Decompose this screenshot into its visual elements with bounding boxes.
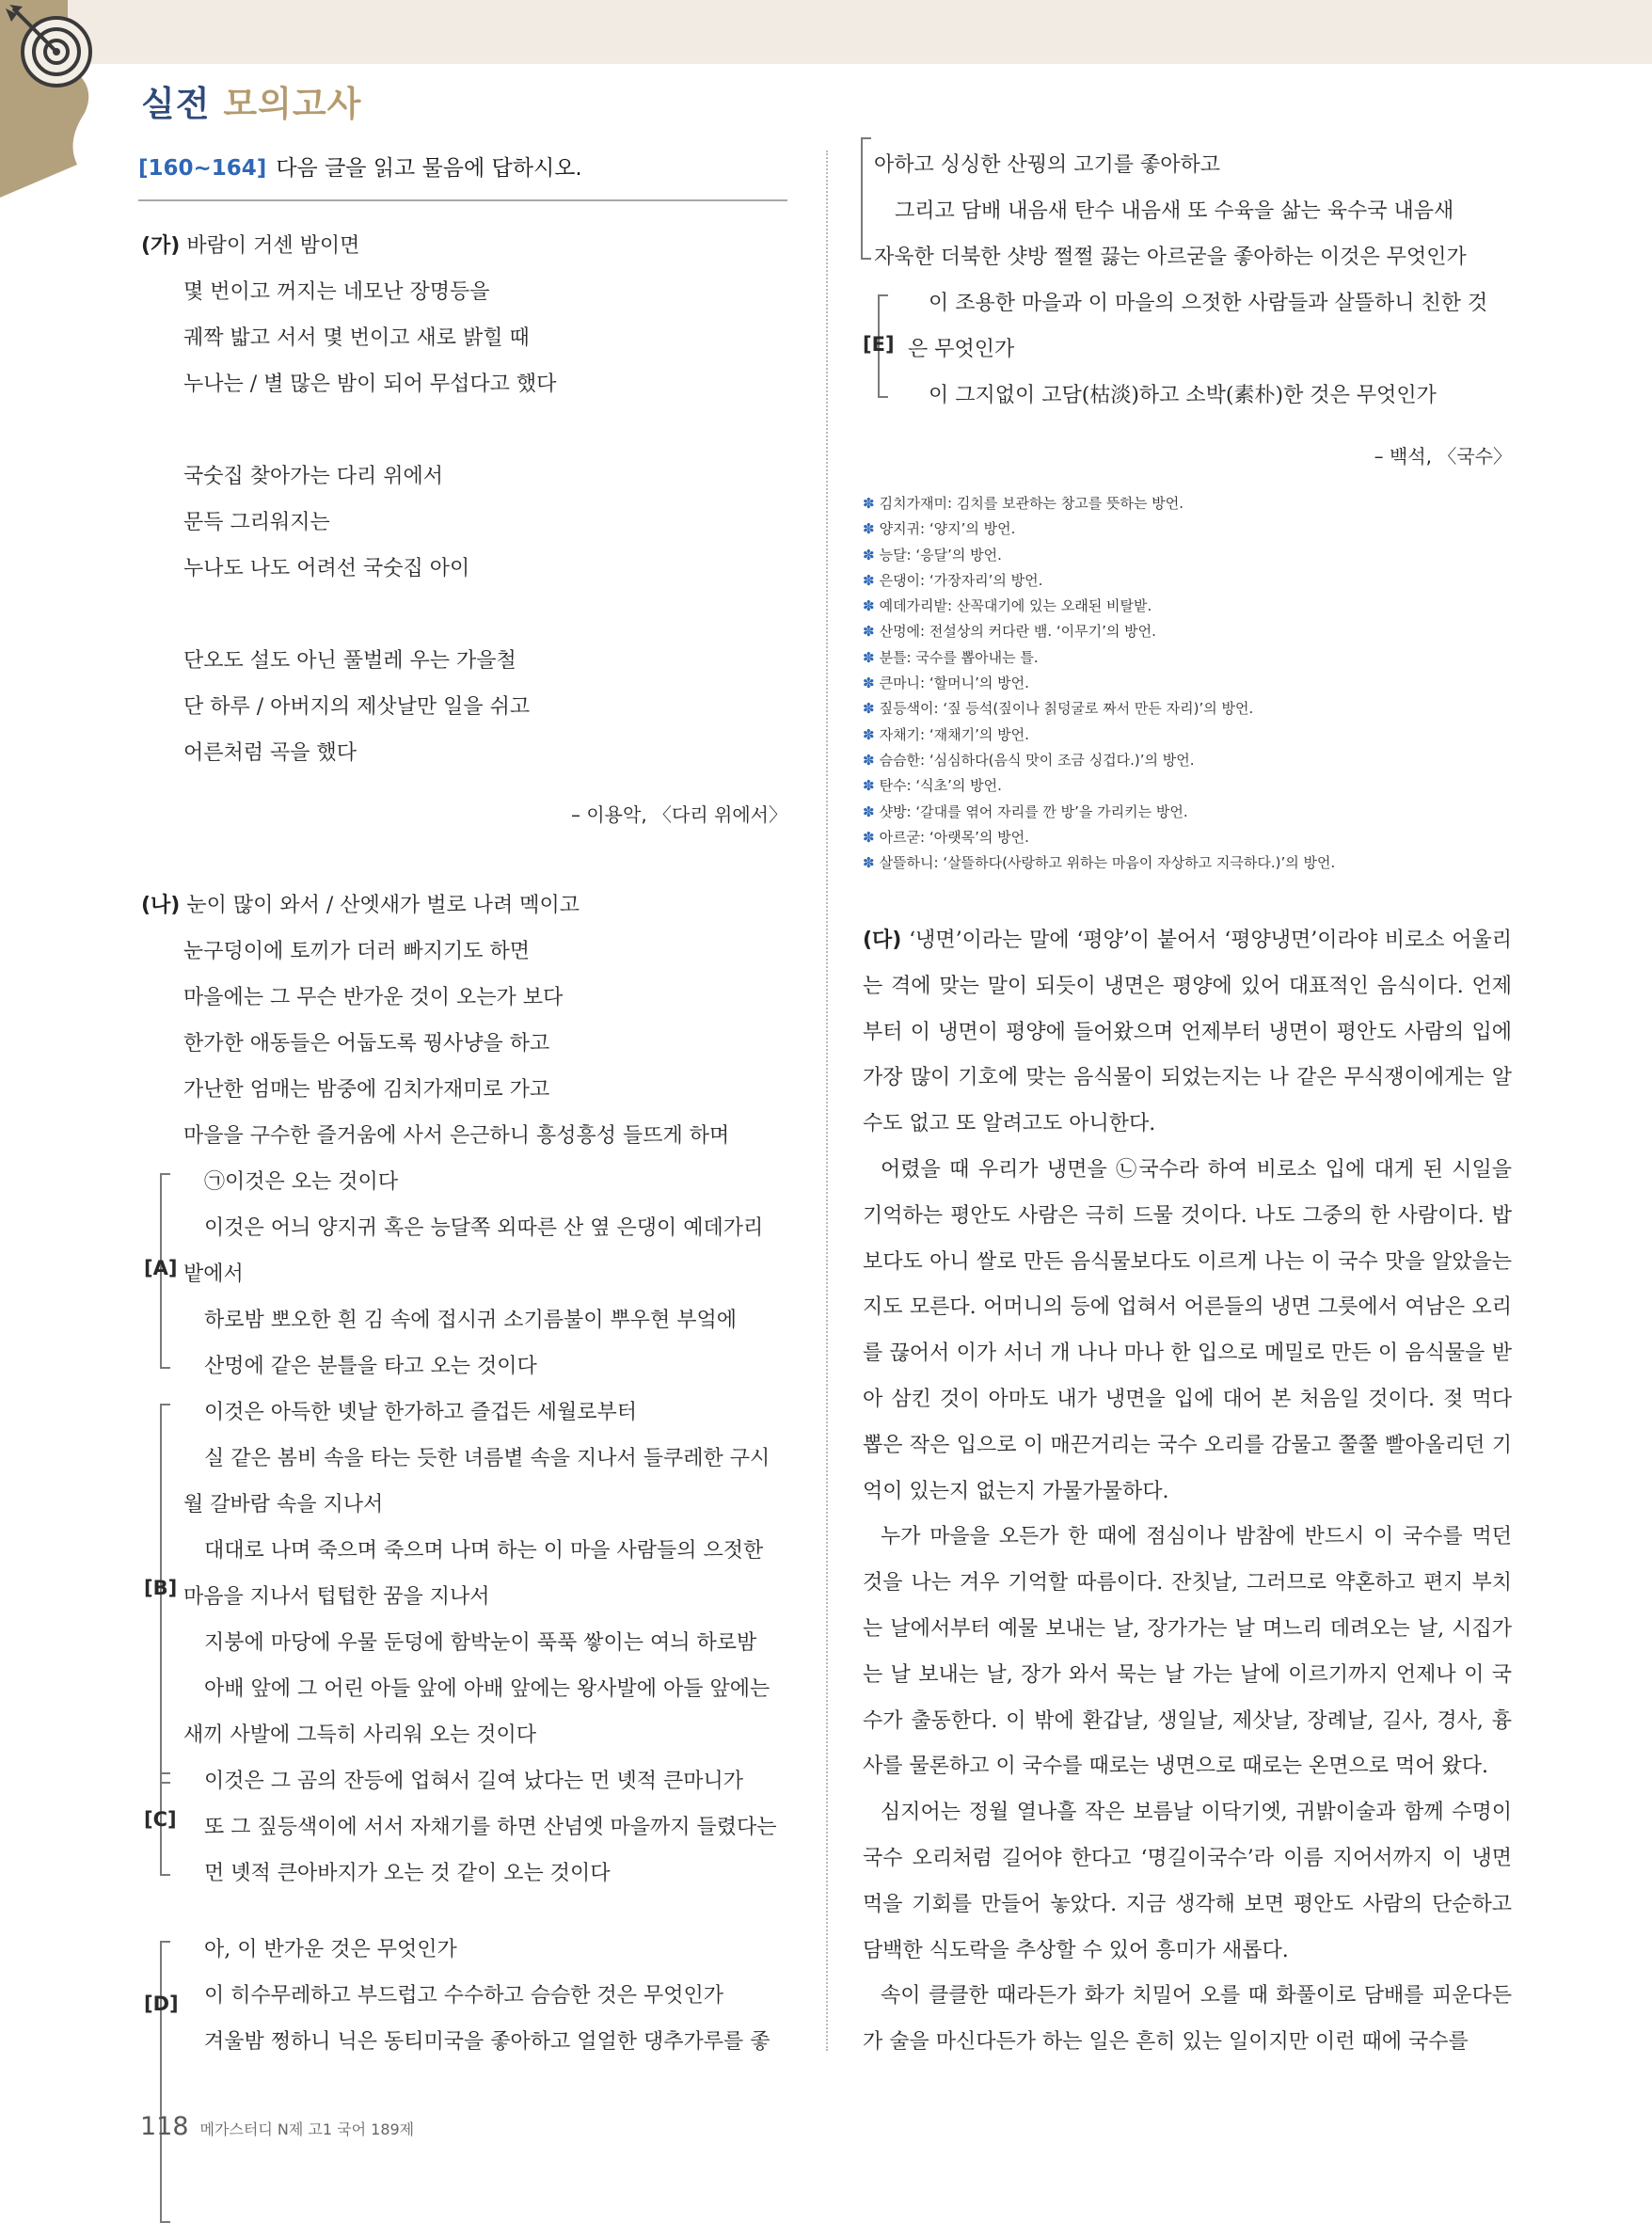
poem-line: 새끼 사발에 그득히 사리워 오는 것이다 — [183, 1723, 536, 1747]
poem-line: 월 갈바람 속을 지나서 — [183, 1493, 384, 1516]
poem-line: 대대로 나며 죽으며 죽으며 나며 하는 이 마을 사람들의 으젓한 — [204, 1539, 764, 1563]
glossary-item: ✽ 짚등색이: ‘짚 등석(짚이나 칡덩굴로 짜서 만든 자리)’의 방언. — [863, 700, 1254, 718]
poem-line: 이것은 그 곰의 잔등에 업혀서 길여 났다는 먼 녯적 큰마니가 — [204, 1770, 743, 1793]
glossary-item: ✽ 분틀: 국수를 뽑아내는 틀. — [863, 648, 1039, 666]
bracket-label-d: [D] — [144, 1993, 179, 2015]
poem-line: 단 하루 / 아버지의 제삿날만 일을 쉬고 — [183, 695, 531, 719]
question-header — [138, 151, 582, 182]
page-title — [141, 75, 361, 126]
poem-line: (가) 바람이 거센 밤이면 — [141, 234, 360, 258]
glossary-item: ✽ 슴슴한: ‘심심하다(음식 맛이 조금 싱겁다.)’의 방언. — [863, 751, 1195, 769]
header-rule — [138, 199, 787, 201]
poem-line: 이 그지없이 고담(枯淡)하고 소박(素朴)한 것은 무엇인가 — [929, 384, 1437, 407]
poem-line: 어른처럼 곡을 했다 — [183, 741, 357, 765]
poem-line: 또 그 짚등색이에 서서 자채기를 하면 산넘엣 마을까지 들렸다는 — [204, 1816, 777, 1839]
glossary — [863, 491, 1512, 876]
bracket-label-c: [C] — [144, 1808, 177, 1831]
poem-line: ㉠이것은 오는 것이다 — [204, 1170, 399, 1194]
poem-line: 먼 녯적 큰아바지가 오는 것 같이 오는 것이다 — [204, 1862, 611, 1885]
poem-line: 그리고 담배 내음새 탄수 내음새 또 수육을 삶는 육수국 내음새 — [895, 199, 1454, 223]
prose-paragraph: 누가 마을을 오든가 한 때에 점심이나 밤참에 반드시 이 국수를 먹던 것을 나는 겨우 기억할 따름이다. 잔칫날, 그러므로 약혼하고 편지 부치는 날에서부터 예물 보내는 날, 장가가는 날 며느리 데려오는 날, 시집가는 날 보내는 날, 장가 와서 묵는 날 가는 날에 이르기까지 언제나 이 국수가 출동한다. 이 밖에 환갑날, 생일날, 제삿날, 장례날, 길사, 경사, 흉사를 물론하고 이 국수를 때로는 냉면으로 때로는 온면으로 먹어 왔다. — [863, 1525, 1512, 1779]
target-icon — [0, 0, 132, 198]
glossary-item: ✽ 은댕이: ‘가장자리’의 방언. — [863, 571, 1043, 589]
passage-marker-ga: (가) — [141, 234, 181, 258]
passage-marker-na: (나) — [141, 894, 181, 917]
poem-line: 한가한 애동들은 어둡도록 꿩사냥을 하고 — [183, 1032, 550, 1056]
column-divider — [826, 151, 828, 2051]
poem-line: 마을을 구수한 즐거움에 사서 은근하니 흥성흥성 들뜨게 하며 — [183, 1124, 730, 1148]
page-title-part2: 모의고사 — [223, 84, 362, 124]
glossary-item: ✽ 자채기: ‘재채기’의 방언. — [863, 725, 1029, 743]
bracket-label-a: [A] — [144, 1257, 178, 1279]
poem-line: 국숫집 찾아가는 다리 위에서 — [183, 465, 444, 488]
glossary-item: ✽ 능달: ‘응달’의 방언. — [863, 546, 1002, 564]
glossary-item: ✽ 양지귀: ‘양지’의 방언. — [863, 520, 1016, 538]
poem-line: 궤짝 밟고 서서 몇 번이고 새로 밝힐 때 — [183, 326, 530, 350]
prose-paragraph: 속이 클클한 때라든가 화가 치밀어 오를 때 화풀이로 담배를 피운다든가 술을 마신다든가 하는 일은 흔히 있는 일이지만 이런 때에 국수를 — [863, 1984, 1512, 2055]
poem-line: 지붕에 마당에 우물 둔덩에 함박눈이 푹푹 쌓이는 여늬 하로밤 — [204, 1631, 757, 1655]
book-title: 메가스터디 N제 고1 국어 189제 — [199, 2120, 415, 2138]
poem-line: 이것은 어늬 양지귀 혹은 능달쪽 외따른 산 옆 은댕이 예데가리 — [204, 1216, 764, 1240]
poem-line: 마음을 지나서 텁텁한 꿈을 지나서 — [183, 1585, 490, 1609]
poem-line: 하로밤 뽀오한 흰 김 속에 접시귀 소기름불이 뿌우현 부엌에 — [204, 1309, 737, 1332]
poem-line: 아하고 싱싱한 산꿩의 고기를 좋아하고 — [874, 153, 1221, 177]
prose-passage-da — [863, 918, 1512, 2066]
question-number: [160~164] — [138, 156, 267, 181]
poem-line: 이것은 아득한 녯날 한가하고 즐겁든 세월로부터 — [204, 1401, 638, 1424]
poem-line: 은 무엇인가 — [908, 338, 1015, 361]
top-banner — [0, 0, 1652, 64]
poem-line: 이 조용한 마을과 이 마을의 으젓한 사람들과 살뜰하니 친한 것 — [929, 292, 1488, 315]
poem-line: 누나는 / 별 많은 밤이 되어 무섭다고 했다 — [183, 373, 557, 396]
poem-line: 단오도 설도 아닌 풀벌레 우는 가을철 — [183, 649, 516, 673]
poem-line: 이 히수무레하고 부드럽고 수수하고 슴슴한 것은 무엇인가 — [204, 1984, 724, 2008]
glossary-item: ✽ 김치가재미: 김치를 보관하는 창고를 뜻하는 방언. — [863, 495, 1184, 512]
poem-line: 눈구덩이에 토끼가 더러 빠지기도 하면 — [183, 940, 531, 963]
poem-line: (나) 눈이 많이 와서 / 산엣새가 벌로 나려 멕이고 — [141, 894, 580, 917]
source-citation-na: – 백석, 〈국수〉 — [1374, 445, 1512, 468]
poem-line: 누나도 나도 어려선 국숫집 아이 — [183, 557, 470, 580]
poem-line: 겨울밤 쩡하니 닉은 동티미국을 좋아하고 얼얼한 댕추가루를 좋 — [204, 2030, 770, 2054]
glossary-item: ✽ 살뜰하니: ‘살뜰하다(사랑하고 위하는 마음이 자상하고 지극하다.)’의 방언. — [863, 854, 1336, 872]
bracket-d — [160, 1941, 169, 2223]
poem-line: 자욱한 더북한 샷방 쩔쩔 끓는 아르굳을 좋아하는 이것은 무엇인가 — [874, 246, 1467, 269]
bracket-label-e: [E] — [863, 333, 895, 356]
passage-marker-da: (다) — [863, 929, 902, 952]
poem-line: 마을에는 그 무슨 반가운 것이 오는가 보다 — [183, 986, 564, 1009]
poem-line: 몇 번이고 꺼지는 네모난 장명등을 — [183, 280, 490, 304]
poem-line: 실 같은 봄비 속을 타는 듯한 녀름볕 속을 지나서 들쿠레한 구시 — [204, 1447, 770, 1470]
source-citation-ga: – 이용악, 〈다리 위에서〉 — [571, 803, 787, 826]
prose-paragraph: (다) ‘냉면’이라는 말에 ‘평양’이 붙어서 ‘평양냉면’이라야 비로소 어울리는 격에 맞는 말이 되듯이 냉면은 평양에 있어 대표적인 음식이다. 언제부터 이 냉면이 평양에 들어왔으며 언제부터 냉면이 평안도 사람의 입에 가장 많이 기호에 맞는 음식물이 되었는지는 나 같은 무식쟁이에게는 알 수도 없고 또 알려고도 아니한다. — [863, 929, 1512, 1136]
glossary-item: ✽ 탄수: ‘식초’의 방언. — [863, 777, 1002, 795]
bracket-label-b: [B] — [144, 1577, 178, 1599]
page-number: 118 — [140, 2112, 189, 2141]
glossary-item: ✽ 샷방: ‘갈대를 엮어 자리를 깐 방’을 가리키는 방언. — [863, 802, 1188, 820]
poem-line: 아배 앞에 그 어린 아들 앞에 아배 앞에는 왕사발에 아들 앞에는 — [204, 1677, 770, 1701]
page-title-part1: 실전 — [141, 84, 211, 124]
poem-line: 아, 이 반가운 것은 무엇인가 — [204, 1938, 457, 1961]
poem-line: 문득 그리워지는 — [183, 511, 330, 534]
poem-line: 산멍에 같은 분틀을 타고 오는 것이다 — [204, 1355, 537, 1378]
glossary-item: ✽ 아르굳: ‘아랫목’의 방언. — [863, 828, 1029, 846]
poem-line: 가난한 엄매는 밤중에 김치가재미로 가고 — [183, 1078, 550, 1102]
glossary-item: ✽ 큰마니: ‘할머니’의 방언. — [863, 675, 1029, 692]
glossary-item: ✽ 산멍에: 전설상의 커다란 뱀. ‘이무기’의 방언. — [863, 623, 1156, 641]
bracket-d-continued — [861, 137, 870, 260]
poem-line: 밭에서 — [183, 1262, 244, 1286]
page-footer — [140, 2112, 414, 2141]
question-instruction: 다음 글을 읽고 물음에 답하시오. — [276, 156, 582, 181]
prose-paragraph: 어렸을 때 우리가 냉면을 ㉡국수라 하여 비로소 입에 대게 된 시일을 기억하는 평안도 사람은 극히 드물 것이다. 나도 그중의 한 사람이다. 밥보다도 아니 쌀로 만든 음식물보다도 이르게 나는 이 국수 맛을 알았을는지도 모른다. 어머니의 등에 업혀서 어른들의 냉면 그릇에서 여남은 오리를 끊어서 이가 서너 개 나나 마나 한 입으로 메밀로 만든 이 음식물을 받아 삼킨 것이 아마도 내가 냉면을 입에 대어 본 처음일 것이다. 젖 먹다 뽑은 작은 입으로 이 매끈거리는 국수 오리를 감물고 쭐쭐 빨아올리던 기억이 있는지 없는지 가물가물하다. — [863, 1157, 1512, 1503]
prose-paragraph: 심지어는 정월 열나흘 작은 보름날 이닥기엣, 귀밝이술과 함께 수명이 국수 오리처럼 길어야 한다고 ‘명길이국수’라 이름 지어서까지 이 냉면 먹을 기회를 만들어 놓았다. 지금 생각해 보면 평안도 사람의 단순하고 담백한 식도락을 추상할 수 있어 흥미가 새롭다. — [863, 1801, 1512, 1962]
glossary-item: ✽ 예데가리밭: 산꼭대기에 있는 오래된 비탈밭. — [863, 597, 1152, 615]
